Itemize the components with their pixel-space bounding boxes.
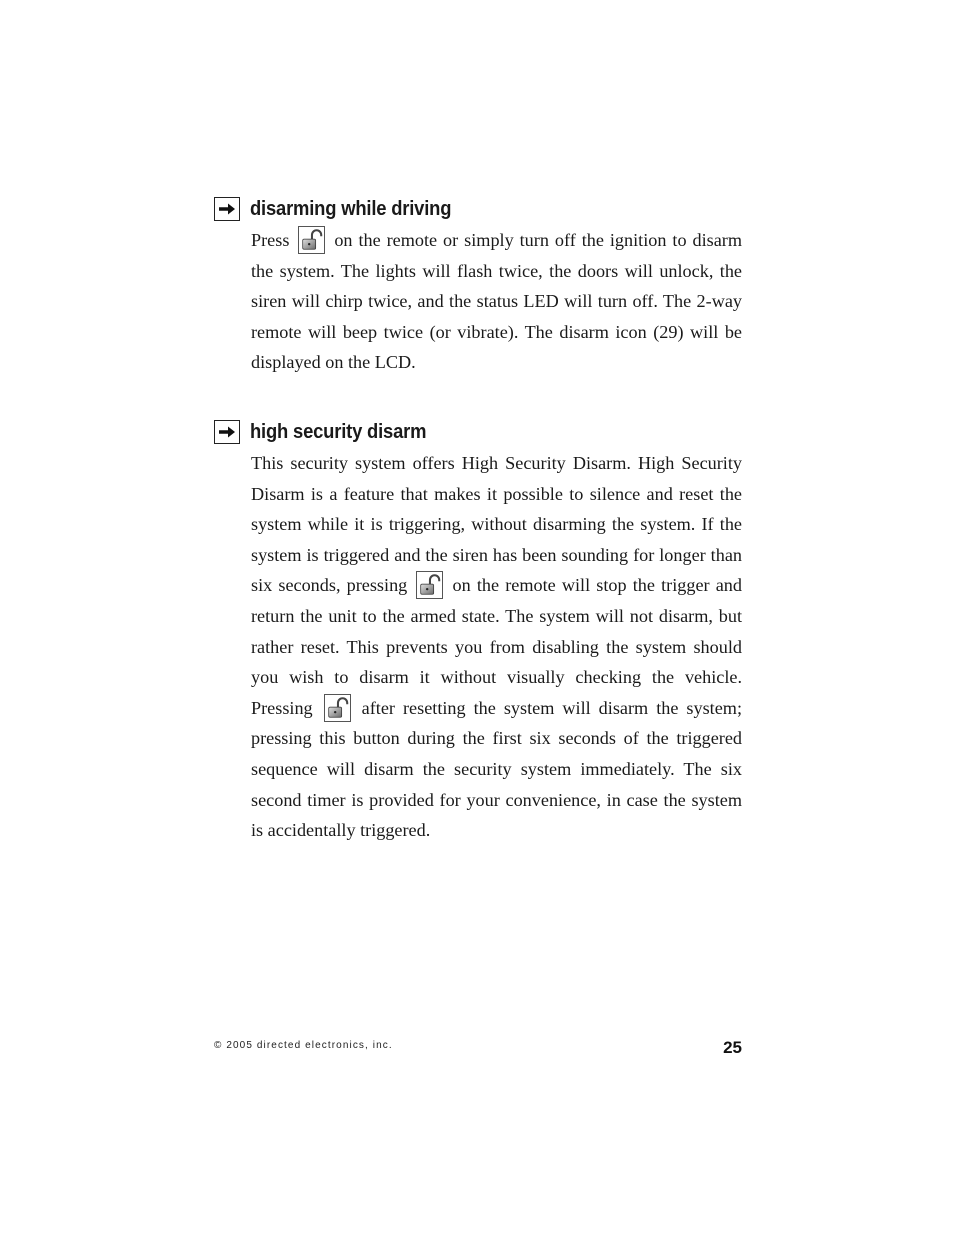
body-text: on the remote or simply turn off the ignition to disarm the system. The lights will flash twice, the doors will unlock, the siren will chirp twice, and the status LED will turn off. The 2-way remote will beep twice (or vibrate). The disarm icon (29) will be displayed on the LCD.	[251, 230, 743, 373]
section-high-security-disarm	[214, 419, 744, 846]
section-heading: disarming while driving	[250, 197, 452, 220]
section-heading-row	[214, 419, 744, 445]
body-text: on the remote will stop the trigger and return the unit to the armed state. The system will not disarm, but rather reset. This prevents you from disabling the system should you wish to disarm it without visually checking the vehicle. Pressing	[251, 575, 742, 718]
unlocked-padlock-icon	[416, 571, 443, 599]
footer-copyright: © 2005 directed electronics, inc.	[214, 1040, 393, 1051]
body-text: Press	[251, 230, 290, 250]
body-text: after resetting the system will disarm the system; pressing this button during the first six seconds of the triggered sequence will disarm the security system immediately. The six second timer is provided for your convenience, in case the system is accidentally triggered.	[251, 697, 742, 841]
section-heading-row	[214, 196, 744, 222]
section-disarming-while-driving	[214, 196, 744, 378]
section-body	[251, 225, 742, 378]
unlocked-padlock-icon	[298, 226, 325, 254]
right-arrow-icon	[214, 197, 240, 221]
page-number: 25	[723, 1038, 742, 1057]
right-arrow-icon	[214, 420, 240, 444]
section-body	[251, 448, 742, 846]
unlocked-padlock-icon	[324, 694, 351, 722]
section-heading: high security disarm	[250, 420, 427, 443]
body-text: This security system offers High Security Disarm. High Security Disarm is a feature that makes it possible to silence and reset the system while it is triggering, without disarming the system. If the system is triggered and the siren has been sounding for longer than six seconds, pressing	[251, 453, 742, 596]
